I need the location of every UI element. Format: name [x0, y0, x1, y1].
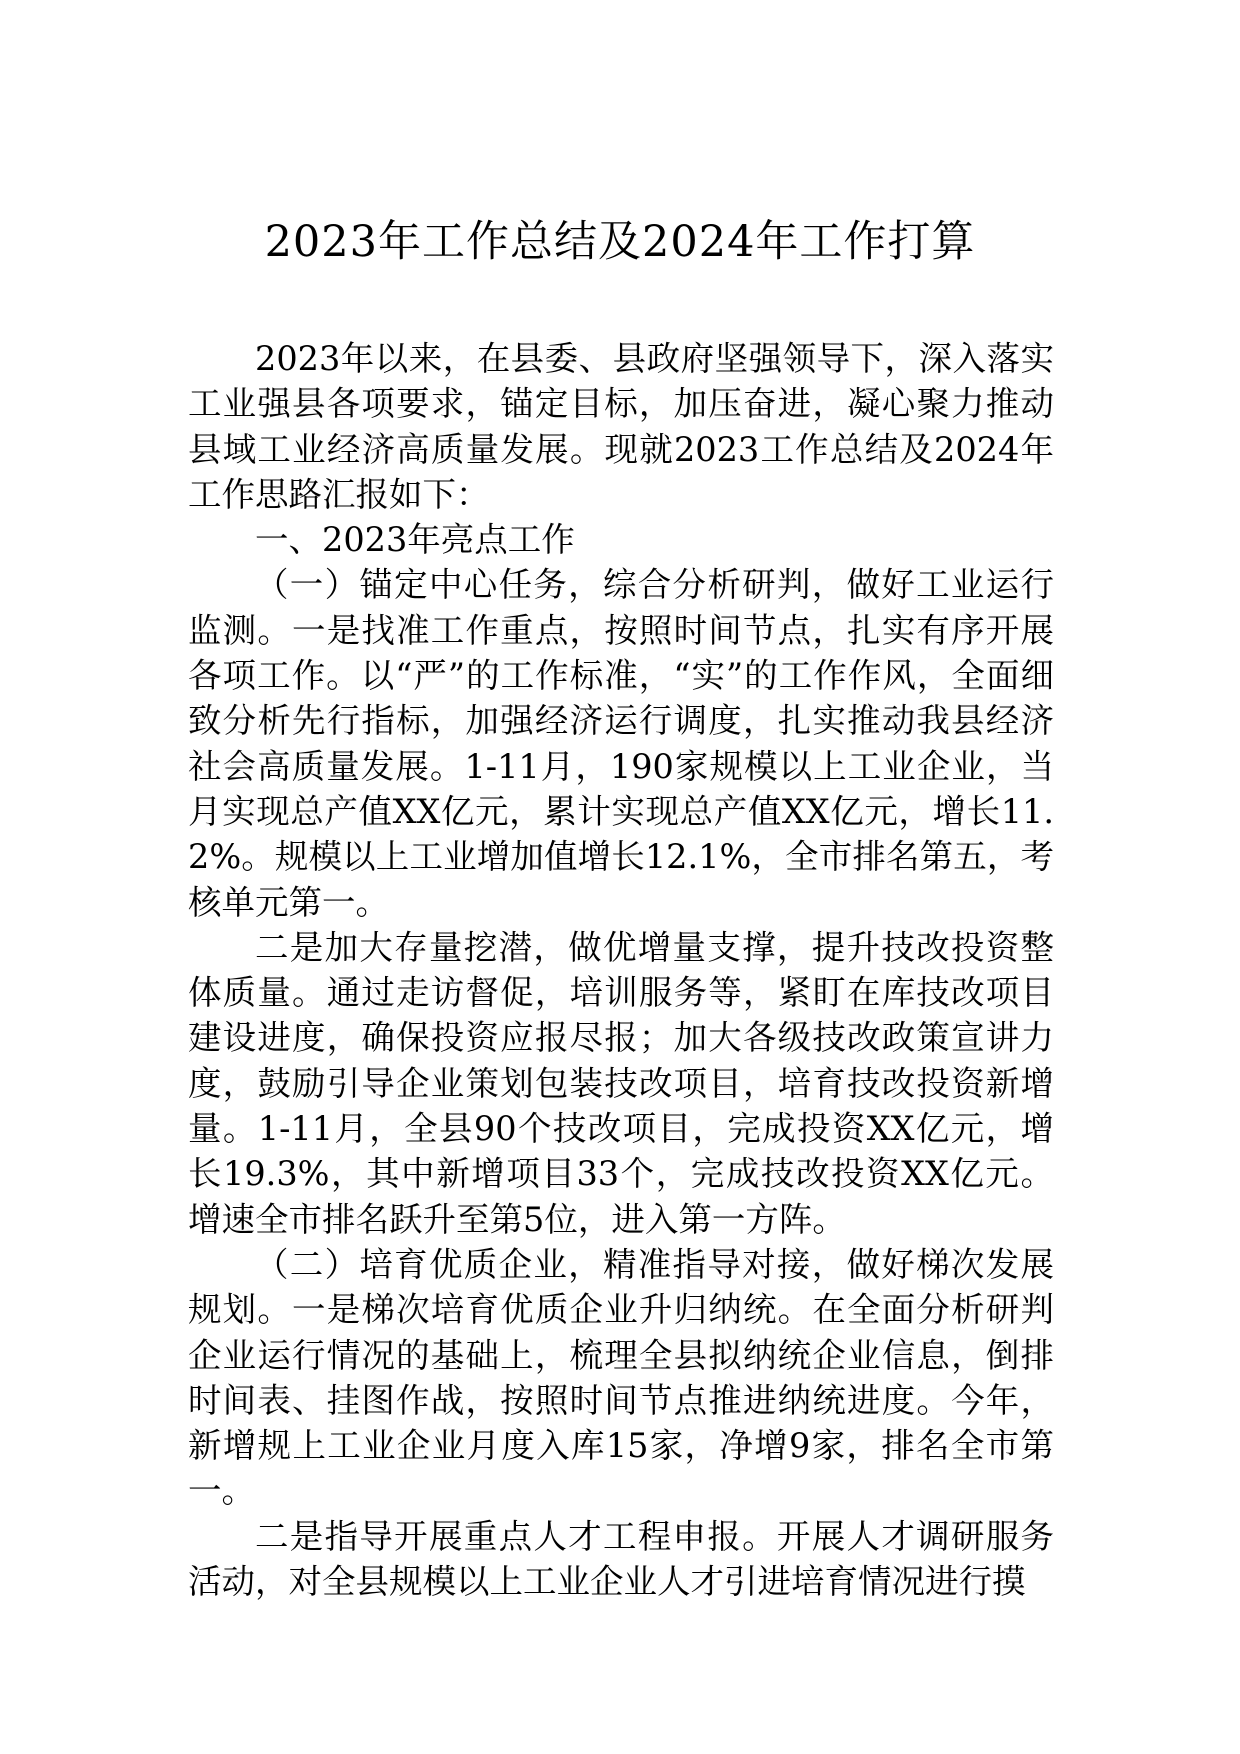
body-paragraph: 二是加大存量挖潜，做优增量支撑，提升技改投资整体质量。通过走访督促，培训服务等，紧盯在库技改项目建设进度，确保投资应报尽报；加大各级技改政策宣讲力度，鼓励引导企业策划包装技改项目，培育技改投资新增量。1-11月，全县90个技改项目，完成投资XX亿元，增长19.3%，其中新增项目33个，完成技改投资XX亿元。增速全市排名跃升至第5位，进入第一方阵。: [188, 927, 1054, 1239]
body-paragraph: 二是指导开展重点人才工程申报。开展人才调研服务活动，对全县规模以上工业企业人才引进培育情况进行摸: [188, 1516, 1054, 1602]
document-body: [188, 336, 1054, 1604]
intro-paragraph: 2023年以来，在县委、县政府坚强领导下，深入落实工业强县各项要求，锚定目标，加压奋进，凝心聚力推动县域工业经济高质量发展。现就2023工作总结及2024年工作思路汇报如下：: [188, 339, 1054, 514]
body-paragraph: （一）锚定中心任务，综合分析研判，做好工业运行监测。一是找准工作重点，按照时间节点，扎实有序开展各项工作。以“严”的工作标准，“实”的工作作风，全面细致分析先行指标，加强经济运行调度，扎实推动我县经济社会高质量发展。1-11月，190家规模以上工业企业，当月实现总产值XX亿元，累计实现总产值XX亿元，增长11.2%。规模以上工业增加值增长12.1%，全市排名第五，考核单元第一。: [188, 565, 1054, 922]
body-paragraph: （二）培育优质企业，精准指导对接，做好梯次发展规划。一是梯次培育优质企业升归纳统。在全面分析研判企业运行情况的基础上，梳理全县拟纳统企业信息，倒排时间表、挂图作战，按照时间节点推进纳统进度。今年，新增规上工业企业月度入库15家，净增9家，排名全市第一。: [188, 1244, 1054, 1511]
document-title: 2023年工作总结及2024年工作打算: [264, 217, 976, 267]
section-heading: 一、2023年亮点工作: [255, 520, 575, 560]
